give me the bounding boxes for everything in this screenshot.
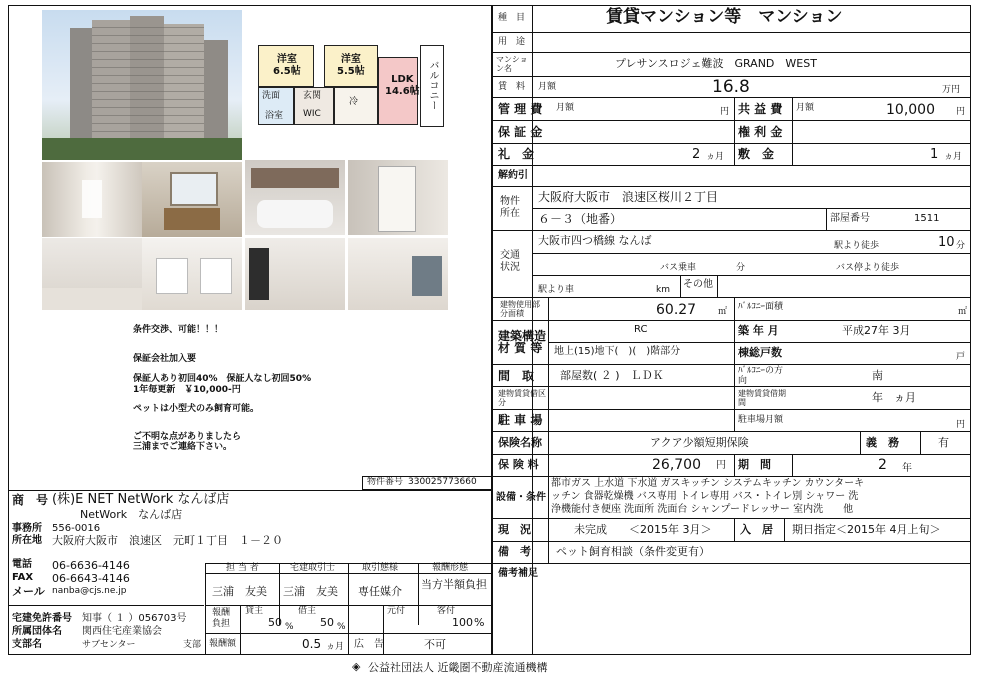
staff-tanto: 三浦 友美 [212, 585, 267, 598]
agency-mail: nanba@cjs.ne.jp [52, 586, 127, 596]
fee-client: 100 [452, 616, 473, 629]
note-renewal: 1年毎更新 ￥10,000-円 [133, 385, 241, 395]
remarks: ペット飼育相談（条件変更有） [556, 545, 710, 558]
building-photo [42, 10, 242, 160]
fee-lessee: 50 [320, 616, 334, 629]
train-line: 大阪市四つ橋線 なんば [538, 234, 652, 247]
interior-photo-ldk [142, 238, 242, 310]
deposit: 1 [930, 147, 939, 162]
staff-takken: 三浦 友美 [283, 585, 338, 598]
room-number: 1511 [914, 213, 940, 224]
note-pet: ペットは小型犬のみ飼育可能。 [133, 404, 260, 414]
interior-photo-kitchen [348, 238, 448, 310]
facilities-line-2: ッチン 食器乾燥機 バス専用 トイレ専用 バス・トイレ別 シャワー 洗 [551, 491, 859, 502]
address-line-2: ６－３（地番） [538, 212, 623, 226]
property-type: 賃貸マンション等 マンション [606, 7, 843, 27]
property-number: 330025773660 [408, 477, 477, 487]
rent: 16.8 [712, 77, 750, 97]
staff-taiyo: 専任媒介 [358, 585, 402, 598]
built-date: 平成27年 3月 [842, 324, 911, 337]
address-line-1: 大阪府大阪市 浪速区桜川２丁目 [538, 190, 719, 204]
agency-branch: サブセンター [82, 640, 136, 650]
insurance-fee: 26,700 [652, 457, 701, 473]
walk-minutes: 10 [938, 235, 955, 250]
note-guarantor-company: 保証会社加入要 [133, 354, 197, 364]
agency-address: 大阪府大阪市 浪速区 元町１丁目 １－２０ [52, 534, 283, 547]
current-status: 未完成 ＜2015年 3月＞ [574, 523, 712, 536]
agency-license: 知事（ １ ）056703号 [82, 613, 187, 624]
insurance-term: 2 [878, 457, 887, 473]
floor-plan [250, 45, 455, 130]
agency-fax: 06-6643-4146 [52, 572, 130, 585]
layout: 部屋数( ２ ) ＬＤＫ [560, 369, 664, 382]
agency-association: 関西住宅産業協会 [82, 626, 162, 637]
floor-area: 60.27 [656, 302, 697, 318]
structure: RC [634, 324, 648, 335]
interior-photo-vanity [142, 162, 242, 237]
note-contact-1: ご不明な点がありましたら [133, 432, 242, 442]
ad-allowed: 不可 [424, 638, 446, 651]
key-money: 2 [692, 147, 701, 162]
room-hall: 冷 [334, 87, 378, 125]
room-wet: 洗面 浴室 [258, 87, 294, 125]
insurance-required: 有 [938, 436, 949, 449]
note-guarantor-rate: 保証人あり初回40% 保証人なし初回50% [133, 374, 312, 384]
balcony: バルコニー [420, 45, 444, 127]
fee-lessor: 50 [268, 616, 282, 629]
interior-photo-hallway [42, 162, 142, 237]
building-name: プレサンスロジェ難波 GRAND WEST [615, 57, 817, 70]
insurance-name: アクア少額短期保険 [650, 436, 749, 449]
facilities-line-3: 浄機能付き便座 洗面所 洗面台 シャンプードレッサー 室内洗 他 [551, 504, 854, 515]
note-negotiable: 条件交渉、可能！！！ [133, 325, 224, 335]
agency-phone: 06-6636-4146 [52, 559, 130, 572]
interior-photo-closet [348, 160, 448, 235]
footer-organization: 公益社団法人 近畿圏不動産流通機構 [368, 661, 548, 674]
balcony-direction: 南 [872, 369, 883, 382]
facilities-line-1: 都市ガス 上水道 下水道 ガスキッチン システムキッチン カウンターキ [551, 478, 865, 489]
interior-photo-window [245, 238, 345, 310]
agency-name: (株)E NET NetWork なんば店 [52, 492, 230, 507]
agency-postal: 556-0016 [52, 523, 101, 534]
interior-photo-bath [245, 160, 345, 235]
room-entry: 玄関 WIC [294, 87, 334, 125]
room-ldk: LDK 14.6帖 [378, 57, 418, 125]
floors: 地上(15)地下( )( )階部分 [554, 346, 681, 357]
staff-keitai: 当方半額負担 [421, 578, 487, 591]
fee-amount: 0.5 [302, 637, 322, 651]
room-western-2: 洋室 5.5帖 [324, 45, 378, 87]
move-in: 期日指定＜2015年 4月上旬＞ [792, 523, 941, 536]
footer-logo-icon: ◈ [352, 660, 361, 673]
interior-photo-room [42, 238, 142, 310]
common-fee: 10,000 [886, 102, 935, 118]
note-contact-2: 三浦までご連絡下さい。 [133, 442, 233, 452]
room-western-1: 洋室 6.5帖 [258, 45, 314, 87]
